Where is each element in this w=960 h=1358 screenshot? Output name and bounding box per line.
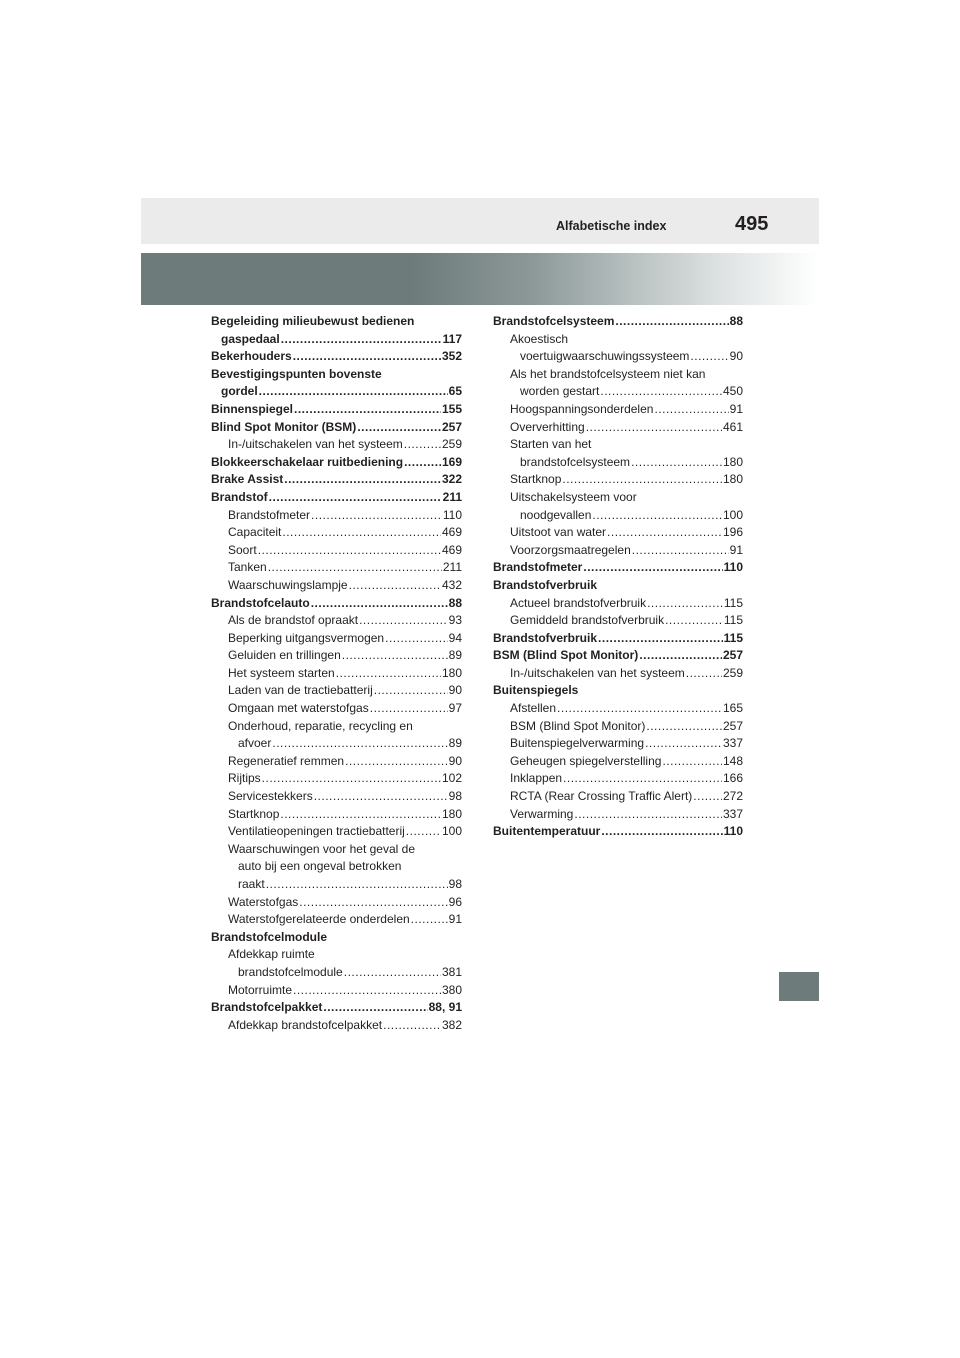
index-subentry[interactable] [493, 806, 743, 824]
index-entry[interactable] [493, 682, 743, 700]
entry-term: Servicestekkers [228, 789, 313, 804]
entry-page-ref[interactable]: 93 [448, 613, 462, 628]
entry-term: Brandstof [211, 489, 268, 504]
dot-leader [645, 735, 722, 753]
dot-leader [262, 770, 441, 788]
index-subentry[interactable] [211, 665, 462, 683]
index-subentry[interactable] [493, 595, 743, 613]
index-subentry[interactable] [493, 718, 743, 736]
entry-page-ref[interactable]: 450 [722, 384, 743, 399]
entry-term: Blind Spot Monitor (BSM) [211, 419, 357, 434]
index-subentry[interactable] [493, 366, 743, 401]
entry-term: Startknop [228, 806, 280, 821]
index-entry[interactable] [211, 999, 462, 1017]
entry-term: Actueel brandstofverbruik [510, 595, 647, 610]
entry-term: worden gestart [520, 384, 600, 399]
index-subentry[interactable] [211, 823, 462, 841]
entry-term: Buitenspiegelverwarming [510, 736, 645, 751]
entry-term: Laden van de tractiebatterij [228, 683, 373, 698]
dot-leader [404, 436, 441, 454]
index-subentry[interactable] [493, 401, 743, 419]
entry-page-ref[interactable]: 257 [441, 419, 462, 434]
index-subentry[interactable] [211, 436, 462, 454]
entry-page-ref[interactable]: 100 [441, 824, 462, 839]
index-subentry[interactable] [211, 630, 462, 648]
entry-term: Buitentemperatuur [493, 824, 601, 839]
index-subentry[interactable] [493, 419, 743, 437]
dot-leader [615, 313, 728, 331]
dot-leader [690, 348, 728, 366]
entry-term: Brake Assist [211, 472, 284, 487]
index-subentry[interactable] [211, 524, 462, 542]
index-entry[interactable] [211, 401, 462, 419]
entry-term: Beperking uitgangsvermogen [228, 630, 385, 645]
entry-term: Brandstofmeter [493, 560, 583, 575]
dot-leader [269, 489, 442, 507]
entry-term: Waarschuwingslampje [228, 577, 348, 592]
index-subentry[interactable] [493, 788, 743, 806]
entry-page-ref[interactable]: 259 [722, 665, 743, 680]
entry-page-ref[interactable]: 169 [441, 454, 462, 469]
entry-term: Geluiden en trillingen [228, 648, 341, 663]
entry-term: noodgevallen [520, 507, 592, 522]
dot-leader [311, 595, 448, 613]
dot-leader [266, 876, 448, 894]
entry-page-ref[interactable]: 90 [448, 683, 462, 698]
index-subentry[interactable] [211, 911, 462, 929]
dot-leader [282, 524, 441, 542]
dot-leader [693, 788, 722, 806]
index-subentry[interactable] [211, 1017, 462, 1035]
entry-term: Tanken [228, 560, 267, 575]
index-subentry[interactable] [211, 982, 462, 1000]
index-subentry[interactable] [493, 489, 743, 524]
index-entry[interactable] [211, 929, 462, 947]
dot-leader [259, 383, 448, 401]
entry-term: Rijtips [228, 771, 261, 786]
entry-page-ref[interactable]: 196 [722, 525, 743, 540]
index-entry[interactable] [211, 471, 462, 489]
entry-term: Buitenspiegels [493, 683, 579, 698]
dot-leader [272, 735, 447, 753]
entry-page-ref[interactable]: 322 [441, 472, 462, 487]
entry-page-ref[interactable]: 432 [441, 577, 462, 592]
entry-page-ref[interactable]: 90 [448, 753, 462, 768]
index-subentry[interactable] [211, 841, 462, 894]
dot-leader [583, 559, 722, 577]
entry-page-ref[interactable]: 88 [729, 314, 743, 328]
entry-page-ref[interactable]: 96 [448, 894, 462, 909]
dot-leader [342, 647, 448, 665]
entry-term: BSM (Blind Spot Monitor) [493, 648, 639, 663]
entry-term: Brandstofverbruik [493, 630, 598, 645]
dot-leader [631, 454, 722, 472]
entry-term: In-/uitschakelen van het systeem [228, 437, 403, 452]
entry-term: Als de brandstof opraakt [228, 613, 359, 628]
entry-page-ref[interactable]: 115 [723, 613, 743, 628]
entry-term: Hoogspanningsonderdelen [510, 401, 654, 416]
entry-page-ref[interactable]: 117 [442, 331, 462, 346]
entry-term: Waterstofgerelateerde onderdelen [228, 912, 410, 927]
dot-leader [280, 806, 441, 824]
dot-leader [406, 823, 441, 841]
entry-page-ref[interactable]: 91 [448, 912, 462, 927]
entry-term: Afdekkap brandstofcelpakket [228, 1017, 383, 1032]
dot-leader [345, 753, 448, 771]
entry-term: Geheugen spiegelverstelling [510, 753, 662, 768]
dot-leader [411, 911, 448, 929]
index-subentry[interactable] [493, 770, 743, 788]
entry-page-ref[interactable]: 166 [722, 771, 743, 786]
dot-leader [563, 770, 722, 788]
entry-page-ref[interactable]: 180 [722, 472, 743, 487]
entry-term: Voorzorgsmaatregelen [510, 542, 631, 557]
entry-page-ref[interactable]: 90 [729, 349, 743, 364]
index-subentry[interactable] [211, 647, 462, 665]
index-subentry[interactable] [493, 735, 743, 753]
chapter-thumb-tab[interactable] [779, 972, 819, 1001]
entry-page-ref[interactable]: 115 [723, 595, 743, 610]
index-entry[interactable] [211, 595, 462, 613]
dot-leader [557, 700, 722, 718]
dot-leader [299, 894, 447, 912]
dot-leader [374, 682, 448, 700]
dot-leader [293, 982, 441, 1000]
entry-term: Waterstofgas [228, 894, 299, 909]
index-subentry[interactable] [493, 665, 743, 683]
dot-leader [639, 647, 722, 665]
index-entry[interactable] [493, 577, 743, 595]
index-entry[interactable] [493, 313, 743, 331]
index-subentry[interactable] [211, 753, 462, 771]
index-subentry[interactable] [211, 682, 462, 700]
entry-term: Brandstofmeter [228, 507, 311, 522]
entry-page-ref[interactable]: 382 [441, 1017, 462, 1032]
entry-page-ref[interactable]: 180 [441, 665, 462, 680]
entry-page-ref[interactable]: 257 [722, 718, 743, 733]
dot-leader [562, 471, 722, 489]
entry-term: Binnenspiegel [211, 401, 294, 416]
entry-page-ref[interactable]: 469 [441, 542, 462, 557]
entry-term: Inklappen [510, 771, 563, 786]
dot-leader [284, 471, 441, 489]
entry-page-ref[interactable]: 155 [441, 401, 462, 416]
entry-term: afvoer [238, 736, 272, 751]
entry-page-ref[interactable]: 469 [441, 525, 462, 540]
entry-page-ref[interactable]: 98 [448, 789, 462, 804]
index-subentry[interactable] [211, 612, 462, 630]
index-entry[interactable] [493, 559, 743, 577]
entry-term: Afstellen [510, 701, 557, 716]
entry-term: Soort [228, 542, 257, 557]
index-entry[interactable] [211, 313, 462, 348]
entry-page-ref[interactable]: 110 [723, 560, 743, 575]
dot-leader [370, 700, 448, 718]
entry-page-ref[interactable]: 211 [442, 560, 462, 575]
dot-leader [294, 401, 441, 419]
entry-page-ref[interactable]: 110 [723, 824, 743, 839]
index-subentry[interactable] [211, 559, 462, 577]
index-subentry[interactable] [493, 612, 743, 630]
index-subentry[interactable] [211, 946, 462, 981]
index-entry[interactable] [211, 489, 462, 507]
dot-leader [385, 630, 448, 648]
entry-page-ref[interactable]: 180 [441, 806, 462, 821]
index-subentry[interactable] [211, 577, 462, 595]
entry-page-ref[interactable]: 381 [441, 964, 462, 979]
dot-leader [592, 507, 722, 525]
entry-term: voertuigwaarschuwingssysteem [520, 349, 690, 364]
entry-term: Motorruimte [228, 982, 293, 997]
entry-page-ref[interactable]: 100 [722, 507, 743, 522]
entry-term: Brandstofverbruik [493, 577, 598, 592]
entry-page-ref[interactable]: 89 [448, 648, 462, 663]
entry-term: Starten van het [510, 437, 592, 452]
index-column-left [211, 313, 462, 1034]
index-subentry[interactable] [211, 700, 462, 718]
entry-page-ref[interactable]: 148 [722, 753, 743, 768]
entry-page-ref[interactable]: 97 [448, 701, 462, 716]
entry-page-ref[interactable]: 98 [448, 877, 462, 891]
dot-leader [686, 665, 722, 683]
entry-term: Brandstofcelauto [211, 595, 310, 610]
dot-leader [654, 401, 728, 419]
index-subentry[interactable] [211, 770, 462, 788]
dot-leader [600, 383, 722, 401]
entry-page-ref[interactable]: 352 [441, 349, 462, 364]
entry-term: Brandstofcelmodule [211, 929, 328, 944]
entry-term: Onderhoud, reparatie, recycling en [228, 718, 413, 733]
dot-leader [607, 524, 722, 542]
entry-term: Verwarming [510, 806, 574, 821]
index-subentry[interactable] [493, 436, 743, 471]
index-entry[interactable] [493, 647, 743, 665]
entry-term: auto bij een ongeval betrokken [238, 859, 402, 874]
entry-term: Ventilatieopeningen tractiebatterij [228, 824, 405, 839]
entry-page-ref[interactable]: 180 [722, 454, 743, 469]
entry-term: Afdekkap ruimte [228, 947, 315, 962]
section-title: Alfabetische index [556, 219, 667, 233]
dot-leader [281, 331, 442, 349]
dot-leader [598, 630, 723, 648]
dot-leader [268, 559, 442, 577]
entry-page-ref[interactable]: 115 [723, 630, 743, 645]
entry-page-ref[interactable]: 91 [729, 401, 743, 416]
dot-leader [344, 964, 441, 982]
entry-page-ref[interactable]: 461 [722, 419, 743, 434]
dot-leader [632, 542, 729, 560]
entry-term: gordel [221, 384, 258, 399]
entry-term: Brandstofcelpakket [211, 1000, 323, 1015]
index-subentry[interactable] [493, 331, 743, 366]
entry-page-ref[interactable]: 102 [441, 771, 462, 786]
entry-page-ref[interactable]: 259 [441, 437, 462, 452]
index-entry[interactable] [211, 419, 462, 437]
dot-leader [258, 542, 441, 560]
gradient-band [141, 253, 819, 305]
entry-term: Capaciteit [228, 525, 282, 540]
dot-leader [383, 1017, 441, 1035]
entry-page-ref[interactable]: 272 [722, 789, 743, 804]
entry-page-ref[interactable]: 89 [448, 736, 462, 751]
dot-leader [601, 823, 722, 841]
dot-leader [311, 507, 442, 525]
entry-page-ref[interactable]: 211 [442, 489, 462, 504]
dot-leader [357, 419, 441, 437]
dot-leader [662, 753, 722, 771]
header-band [141, 198, 819, 244]
index-subentry[interactable] [493, 524, 743, 542]
index-subentry[interactable] [493, 542, 743, 560]
entry-page-ref[interactable]: 337 [722, 736, 743, 751]
index-subentry[interactable] [211, 894, 462, 912]
entry-term: Bevestigingspunten bovenste [211, 366, 382, 381]
entry-term: RCTA (Rear Crossing Traffic Alert) [510, 789, 693, 804]
index-subentry[interactable] [211, 718, 462, 753]
entry-term: brandstofcelmodule [238, 964, 343, 979]
entry-term: Uitstoot van water [510, 525, 607, 540]
dot-leader [574, 806, 722, 824]
dot-leader [336, 665, 441, 683]
entry-term: Startknop [510, 472, 562, 487]
index-entry[interactable] [493, 823, 743, 841]
index-entry[interactable] [211, 454, 462, 472]
entry-page-ref[interactable]: 65 [448, 384, 462, 399]
entry-term: Gemiddeld brandstofverbruik [510, 613, 665, 628]
entry-term: Regeneratief remmen [228, 753, 345, 768]
entry-page-ref[interactable]: 257 [722, 648, 743, 663]
entry-page-ref[interactable]: 91 [729, 542, 743, 557]
index-entry[interactable] [493, 630, 743, 648]
entry-term: Als het brandstofcelsysteem niet kan [510, 366, 706, 381]
dot-leader [359, 612, 448, 630]
index-subentry[interactable] [211, 507, 462, 525]
dot-leader [646, 718, 722, 736]
entry-term: Begeleiding milieubewust bedienen [211, 314, 415, 328]
dot-leader [293, 348, 441, 366]
index-subentry[interactable] [211, 788, 462, 806]
entry-term: In-/uitschakelen van het systeem [510, 665, 685, 680]
index-subentry[interactable] [493, 471, 743, 489]
index-entry[interactable] [211, 366, 462, 401]
entry-page-ref[interactable]: 165 [722, 701, 743, 716]
index-subentry[interactable] [493, 753, 743, 771]
entry-term: gaspedaal [221, 331, 280, 346]
entry-term: Waarschuwingen voor het geval de [228, 841, 415, 856]
dot-leader [647, 595, 723, 613]
dot-leader [323, 999, 427, 1017]
entry-term: Brandstofcelsysteem [493, 314, 615, 328]
entry-term: Uitschakelsysteem voor [510, 489, 637, 504]
index-subentry[interactable] [211, 806, 462, 824]
entry-page-ref[interactable]: 380 [441, 982, 462, 997]
entry-term: BSM (Blind Spot Monitor) [510, 718, 646, 733]
entry-term: Bekerhouders [211, 349, 292, 364]
entry-term: Oververhitting [510, 419, 585, 434]
index-subentry[interactable] [211, 542, 462, 560]
entry-page-ref[interactable]: 110 [442, 507, 462, 522]
entry-term: brandstofcelsysteem [520, 454, 631, 469]
dot-leader [665, 612, 723, 630]
entry-page-ref[interactable]: 88 [448, 595, 462, 610]
dot-leader [586, 419, 722, 437]
dot-leader [404, 454, 441, 472]
index-column-right [493, 313, 743, 841]
index-entry[interactable] [211, 348, 462, 366]
entry-term: raakt [238, 877, 265, 891]
entry-page-ref[interactable]: 337 [722, 806, 743, 821]
entry-term: Akoestisch [510, 331, 569, 346]
entry-term: Het systeem starten [228, 665, 335, 680]
dot-leader [314, 788, 448, 806]
dot-leader [349, 577, 441, 595]
index-subentry[interactable] [493, 700, 743, 718]
page-number: 495 [735, 213, 769, 235]
entry-term: Blokkeerschakelaar ruitbediening [211, 454, 404, 469]
entry-term: Omgaan met waterstofgas [228, 701, 369, 716]
entry-page-ref[interactable]: 94 [448, 630, 462, 645]
entry-page-ref[interactable]: 88, 91 [428, 1000, 462, 1015]
